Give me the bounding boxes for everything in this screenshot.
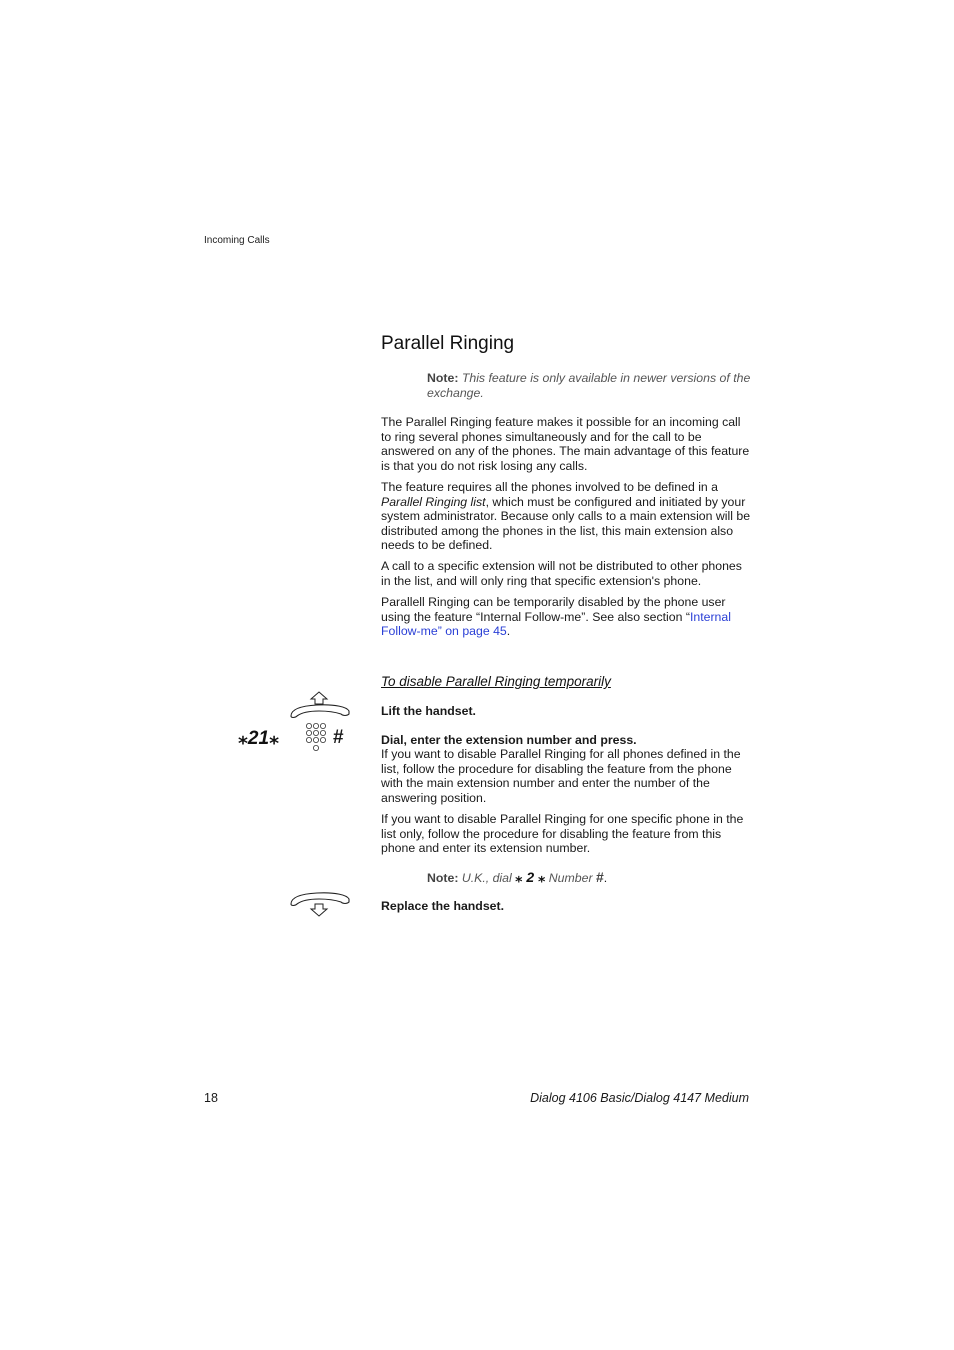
running-header: Incoming Calls <box>204 235 270 246</box>
paragraph-text: The Parallel Ringing feature makes it possible for an incoming call to ring several phones simultaneously and for the call to be answered on any of the phones. The main advantage of this feature is that you do not risk losing any calls. <box>381 415 750 473</box>
hash-key-icon: # <box>595 869 604 885</box>
replace-handset-icon <box>287 890 353 918</box>
document-title: Dialog 4106 Basic/Dialog 4147 Medium <box>530 1091 749 1105</box>
note-text: This feature is only available in newer versions of the exchange. <box>427 371 751 400</box>
internal-follow-me-link[interactable]: Internal Follow-me” on page 45 <box>381 609 731 639</box>
hash-key-icon: # <box>333 727 344 748</box>
paragraph-all-phones <box>381 747 751 805</box>
paragraph-text: A call to a specific extension will not be distributed to other phones in the list, and will only ring that specific extension's phone. <box>381 559 742 588</box>
step-replace-handset: Replace the handset. <box>381 899 505 913</box>
paragraph-text: Parallell Ringing can be temporarily disabled by the phone user using the feature “Internal Follow-me”. See also section “ <box>381 595 726 624</box>
procedure-heading: To disable Parallel Ringing temporarily <box>381 674 611 689</box>
paragraph-text: If you want to disable Parallel Ringing for one specific phone in the list only, follow the procedure for disabling the feature from this phone and enter its extension number. <box>381 812 744 856</box>
step-dial: Dial, enter the extension number and press. <box>381 733 637 747</box>
paragraph-text: The feature requires all the phones involved to be defined in a <box>381 480 719 494</box>
paragraph-text: , which must be configured and initiated by your system administrator. Because only calls to a main extension will be distributed among the phones in the list, this main extension also needs to be defined. <box>381 494 751 553</box>
dial-code-star-21-star <box>238 727 279 750</box>
note-label: Note: <box>427 371 459 385</box>
parallel-ringing-list-term: Parallel Ringing list <box>381 494 486 509</box>
paragraph-one-phone <box>381 812 751 856</box>
note-label: Note: <box>427 871 459 885</box>
paragraph-requirements <box>381 480 751 553</box>
paragraph-disable <box>381 595 751 639</box>
note-text: . <box>603 871 608 885</box>
paragraph-specific-extension <box>381 559 751 588</box>
paragraph-text: . <box>506 624 511 639</box>
uk-dial-code: ⁎ 2 ⁎ <box>515 869 546 885</box>
lift-handset-icon <box>287 690 353 722</box>
page-number: 18 <box>204 1091 218 1105</box>
paragraph-text: If you want to disable Parallel Ringing for all phones defined in the list, follow the procedure for disabling the feature from the phone with the main extension number and enter the number of the answering position. <box>381 747 741 805</box>
paragraph-intro <box>381 415 751 473</box>
step-lift-handset: Lift the handset. <box>381 704 476 718</box>
note-uk <box>427 870 752 886</box>
note-availability <box>427 371 752 400</box>
dial-code-text: ⁎21⁎ <box>238 728 280 749</box>
keypad-icon <box>304 721 330 757</box>
note-text: U.K., dial <box>461 871 512 885</box>
page-title: Parallel Ringing <box>381 333 515 354</box>
note-text: Number <box>548 871 593 885</box>
